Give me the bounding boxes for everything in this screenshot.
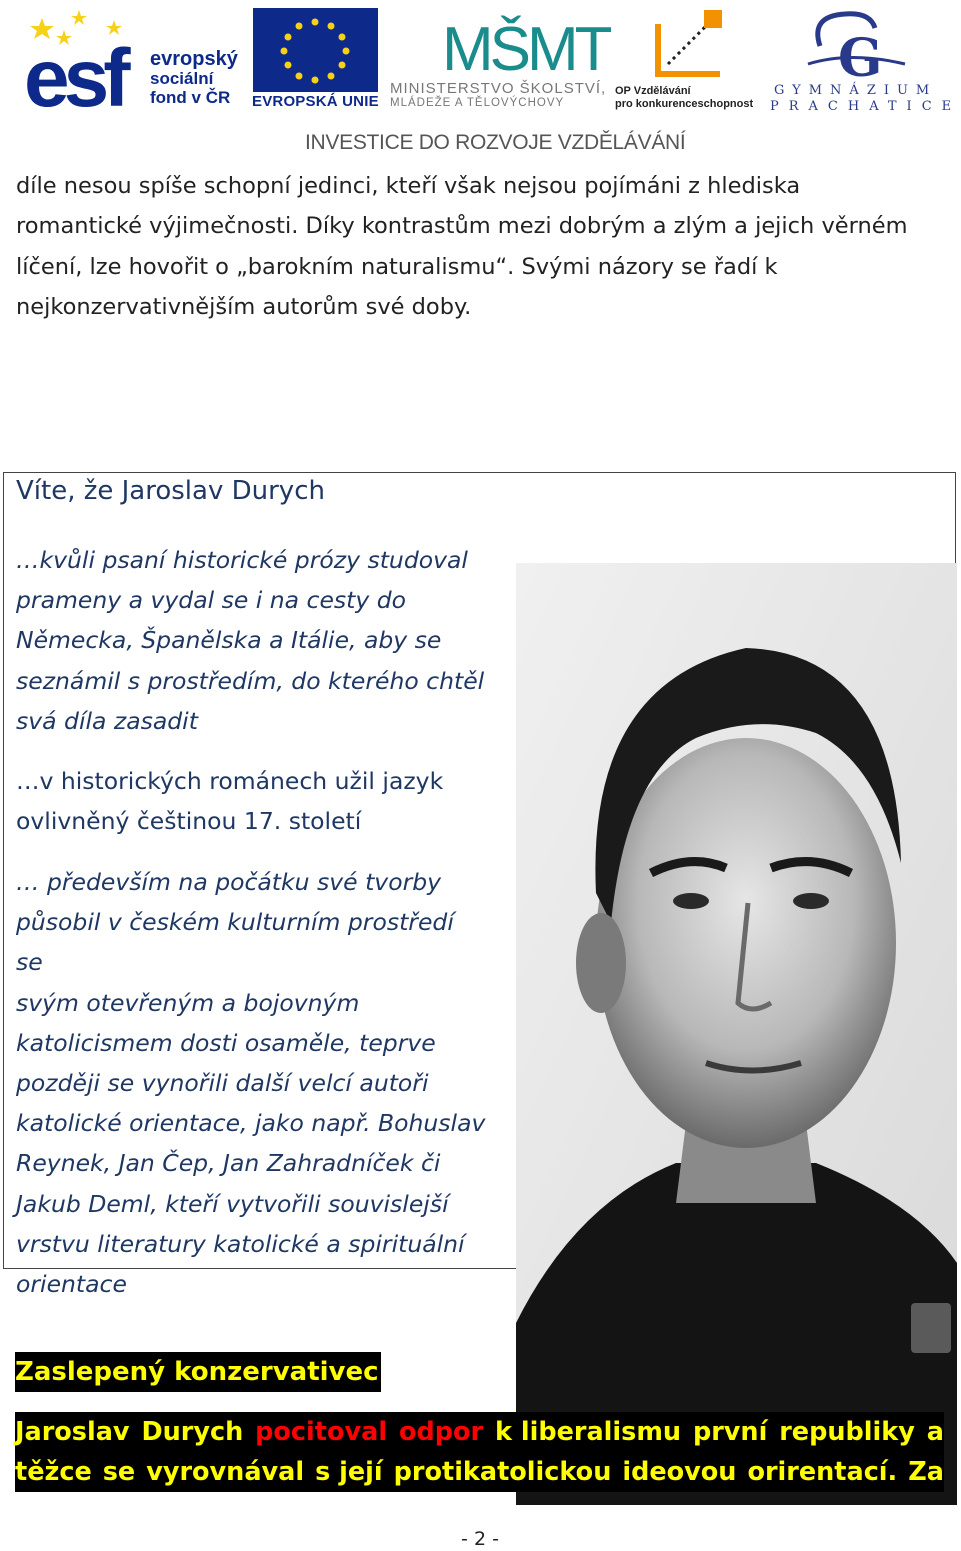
box-title: Víte, že Jaroslav Durych <box>16 476 325 506</box>
box-line: katolické orientace, jako např. Bohuslav <box>16 1109 486 1138</box>
box-line: ovlivněný češtinou 17. století <box>16 807 362 836</box>
intro-paragraph <box>16 166 951 327</box>
op-logo-icon <box>648 4 730 84</box>
section-line-1 <box>15 1412 944 1452</box>
section-word: těžce <box>15 1457 92 1487</box>
section-word: první <box>692 1417 768 1447</box>
esf-line2: sociální <box>150 69 214 88</box>
intro-line: díle nesou spíše schopní jedinci, kteří však nejsou pojímáni z hlediska <box>16 173 801 199</box>
section-line-2 <box>15 1452 944 1492</box>
esf-label <box>150 50 250 107</box>
box-line: … především na počátku své tvorby <box>16 868 442 896</box>
header-logos <box>0 0 960 160</box>
eu-label: EVROPSKÁ UNIE <box>252 93 379 110</box>
gymnazium-logo-icon <box>800 6 910 89</box>
section-word: vyrovnával <box>146 1457 305 1487</box>
gym-line2: PRACHATICE <box>770 99 961 114</box>
box-paragraph-catholicism <box>16 862 486 1304</box>
intro-line: líčení, lze hovořit o „barokním naturalismu“. Svými názory se řadí k <box>16 253 778 280</box>
box-line: později se vynořili další velcí autoři <box>16 1069 429 1098</box>
esf-logo <box>24 8 149 124</box>
section-word: republiky <box>779 1417 915 1447</box>
box-line: Jakub Deml, kteří vytvořili souvislejší <box>16 1189 449 1218</box>
eu-flag-icon <box>253 8 378 92</box>
box-line: vrstvu literatury katolické a spirituální <box>16 1229 465 1258</box>
box-line: katolicismem dosti osaměle, teprve <box>16 1028 436 1057</box>
esf-line3: fond v ČR <box>150 88 231 107</box>
section-word: k liberalismu <box>495 1417 682 1447</box>
portrait-photo <box>516 563 957 1505</box>
msmt-line1: MINISTERSTVO ŠKOLSTVÍ, <box>390 80 607 97</box>
section-word: Za <box>908 1457 944 1487</box>
box-line: prameny a vydal se i na cesty do <box>16 586 407 615</box>
msmt-mark: MŠMT <box>442 15 609 84</box>
section-word: orirentací. <box>747 1457 898 1487</box>
page-number: - 2 - <box>461 1528 499 1550</box>
section-title: Zaslepený konzervativec <box>15 1352 381 1392</box>
gym-line1: GYMNÁZIUM <box>774 83 938 98</box>
box-paragraph-language <box>16 761 486 841</box>
section-word: a <box>926 1417 944 1447</box>
section-word: pocitoval <box>255 1417 388 1447</box>
box-line: …v historických románech užil jazyk <box>16 767 444 795</box>
section-word: Jaroslav <box>15 1417 130 1447</box>
esf-mark: esf <box>24 33 125 124</box>
box-line: svá díla zasadit <box>16 706 198 735</box>
box-line: Německa, Španělska a Itálie, aby se <box>16 626 442 655</box>
section-word: protikatolickou <box>393 1457 612 1487</box>
section-word: se <box>102 1457 136 1487</box>
intro-line: nejkonzervativnějším autorům své doby. <box>16 293 472 320</box>
op-line2: pro konkurenceschopnost <box>615 98 754 110</box>
investice-tagline: INVESTICE DO ROZVOJE VZDĚLÁVÁNÍ <box>305 131 686 154</box>
section-word: odpor <box>398 1417 484 1447</box>
svg-text:G: G <box>838 28 883 89</box>
section-word: Durych <box>141 1417 244 1447</box>
section-word: s její <box>315 1457 383 1487</box>
esf-line1: evropský <box>150 48 238 70</box>
intro-line: romantické výjimečnosti. Díky kontrastům mezi dobrým a zlým a jejich věrném <box>16 213 908 240</box>
msmt-logo <box>440 6 609 84</box>
box-line: …kvůli psaní historické prózy studoval <box>16 546 468 574</box>
box-line: působil v českém kulturním prostředí se <box>16 908 454 977</box>
box-line: Reynek, Jan Čep, Jan Zahradníček či <box>16 1149 441 1178</box>
section-word: ideovou <box>622 1457 737 1487</box>
box-line: seznámil s prostředím, do kterého chtěl <box>16 666 485 695</box>
box-line: svým otevřeným a bojovným <box>16 988 360 1017</box>
op-label <box>615 85 753 111</box>
box-line: orientace <box>16 1270 127 1299</box>
msmt-line2: MLÁDEŽE A TĚLOVÝCHOVY <box>390 97 565 109</box>
box-paragraph-research <box>16 540 486 741</box>
op-line1: OP Vzdělávání <box>615 85 691 97</box>
